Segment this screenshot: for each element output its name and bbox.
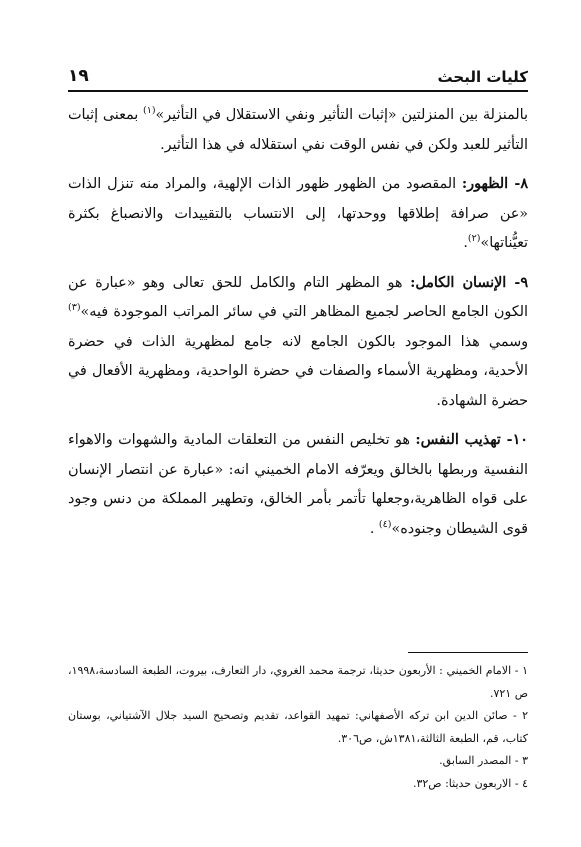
footnote-ref-1[interactable]: (١) bbox=[143, 105, 156, 117]
paragraph-tahdhib bbox=[68, 426, 528, 544]
item-number: ٨- bbox=[508, 176, 528, 192]
paragraph-text-continued: . bbox=[369, 520, 379, 537]
paragraph-insan-kamil bbox=[68, 269, 528, 417]
paragraph-intro bbox=[68, 101, 528, 160]
footnote-1: ١ - الامام الخميني : الأربعون حديثا، ترجمة محمد الغروي، دار التعارف، بيروت، الطبعة السادسة،١٩٩٨، ص ٧٢١. bbox=[68, 664, 528, 700]
footnote-separator bbox=[408, 652, 528, 653]
footnote-2: ٢ - صائن الدين ابن تركه الأصفهاني: تمهيد القواعد، تقديم وتصحيح السيد جلال الآشتياني، بوستان كتاب، قم، الطبعة الثالثة،١٣٨١ش، ص٣٠٦. bbox=[68, 709, 528, 745]
page-header bbox=[68, 60, 528, 86]
term-heading: تهذيب النفس: bbox=[415, 432, 501, 448]
item-number: ٩- bbox=[506, 274, 528, 291]
header-rule bbox=[68, 90, 528, 92]
paragraph-text-continued: بمعنى إثبات التأثير للعبد ولكن في نفس الوقت نفي استقلاله في هذا التأثير. bbox=[68, 107, 528, 153]
running-title: كليات البحث bbox=[437, 68, 528, 86]
paragraph-text-continued: . bbox=[463, 235, 468, 251]
footnote-4: ٤ - الاربعون حديثا: ص٣٢. bbox=[412, 776, 528, 790]
term-heading: الظهور: bbox=[461, 176, 509, 192]
paragraph-text: بالمنزلة بين المنزلتين «إثبات التأثير ونفي الاستقلال في التأثير» bbox=[155, 107, 528, 123]
paragraph-text: هو تخليص النفس من التعلقات المادية والشهوات والاهواء النفسية وربطها بالخالق ويعرّفه الامام الخميني انه: «عبارة عن انتصار الإنسان على قواه الظاهرية،وجعلها تأتمر بأمر الخالق، وتطهير المملكة من دنس وجود قوى الشيطان وجنوده» bbox=[68, 432, 528, 537]
footnote-ref-3[interactable]: (٣) bbox=[68, 302, 81, 314]
term-heading: الإنسان الكامل: bbox=[410, 274, 507, 291]
paragraph-text: المقصود من الظهور ظهور الذات الإلهية، والمراد منه تنزل الذات «عن صرافة إطلاقها ووحدتها، إلى الانتساب بالتقييدات والانصباغ بكثرة تعيُّناتها» bbox=[68, 176, 528, 251]
paragraph-zuhur bbox=[68, 170, 528, 259]
paragraph-text-continued: وسمي هذا الموجود بالكون الجامع لانه جامع لمظهرية الذات في حضرة الأحدية، ومظهرية الأسماء والصفات في حضرة الواحدية، ومظهرية الأفعال في حضرة الشهادة. bbox=[68, 333, 528, 409]
footnote-ref-2[interactable]: (٢) bbox=[467, 233, 481, 245]
main-text bbox=[68, 101, 528, 554]
footnote-3: ٣ - المصدر السابق. bbox=[439, 754, 528, 767]
footnotes bbox=[68, 660, 528, 795]
item-number: ١٠- bbox=[500, 432, 528, 448]
footnote-ref-4[interactable]: (٤) bbox=[378, 518, 392, 530]
paragraph-text: هو المظهر التام والكامل للحق تعالى وهو «عبارة عن الكون الجامع الحاصر لجميع المظاهر التي في سائر المراتب الموجودة فيه» bbox=[68, 274, 528, 320]
page-number: ١٩ bbox=[68, 66, 89, 86]
